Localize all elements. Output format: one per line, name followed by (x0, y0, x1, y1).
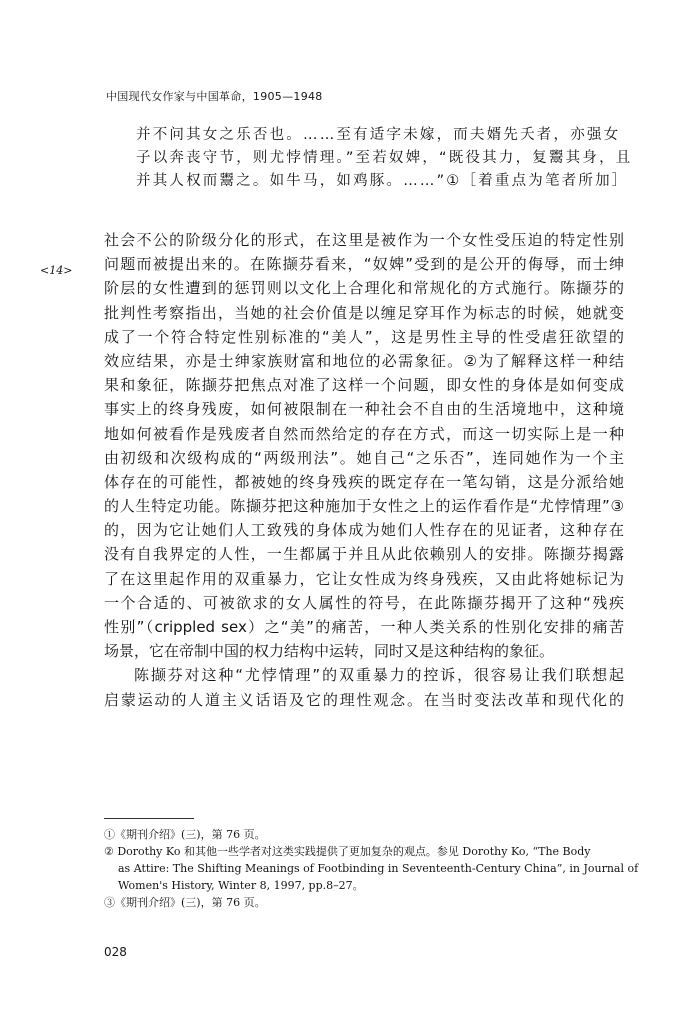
body-line: 阶层的女性遭到的惩罚则以文化上合理化和常规化的方式施行。陈撷芬的 (104, 279, 624, 298)
footnote-rule (104, 818, 194, 819)
body-line: 性别”（crippled sex）之“美”的痛苦，一种人类关系的性别化安排的痛苦 (104, 618, 624, 636)
body-line: 问题而被提出来的。在陈撷芬看来，“奴婢”受到的是公开的侮辱，而士绅 (104, 255, 624, 274)
footnote-1: ①《期刊介绍》(三)，第 76 页。 (104, 828, 266, 841)
body-line: 批判性考察指出，当她的社会价值是以缠足穿耳作为标志的时候，她就变 (104, 303, 624, 322)
body-line: 的人生特定功能。陈撷芬把这种施加于女性之上的运作看作是“尤悖情理”③ (104, 497, 624, 516)
body-line: 体存在的可能性，都被她的终身残疾的既定存在一笔勾销，这是分派给她 (104, 472, 624, 491)
body-line: 成了一个符合特定性别标准的“美人”，这是男性主导的性受虐狂欲望的 (104, 327, 624, 346)
footnote-2-continuation: Women's History, Winter 8, 1997, pp.8–27。 (118, 879, 364, 892)
body-line: 场景，它在帝制中国的权力结构中运转，同时又是这种结构的象征。 (104, 642, 555, 661)
body-line: 陈撷芬对这种“尤悖情理”的双重暴力的控诉，很容易让我们联想起 (134, 666, 624, 685)
footnote-2-continuation: as Attire: The Shifting Meanings of Footbinding in Seventeenth-Century China”, in Journal of (118, 862, 639, 875)
body-line: 效应结果，亦是士绅家族财富和地位的必需象征。②为了解释这样一种结 (104, 351, 624, 370)
body-line: 的，因为它让她们人工致残的身体成为她们人性存在的见证者，这种存在 (104, 521, 624, 540)
footnote-2: ② Dorothy Ko 和其他一些学者对这类实践提供了更加复杂的观点。参见 Dorothy Ko, “The Body (104, 845, 591, 858)
body-line: 没有自我界定的人性，一生都属于并且从此依赖别人的安排。陈撷芬揭露 (104, 545, 624, 564)
body-line: 一个合适的、可被欲求的女人属性的符号，在此陈撷芬揭开了这种“残疾 (104, 593, 624, 612)
footnotes (104, 826, 639, 911)
body-line: 事实上的终身残废，如何被限制在一种社会不自由的生活境地中，这种境 (104, 400, 624, 419)
footnote-3: ③《期刊介绍》(三)，第 76 页。 (104, 896, 266, 909)
body-line: 地如何被看作是残废者自然而然给定的存在方式，而这一切实际上是一种 (104, 424, 624, 443)
running-head: 中国现代女作家与中国革命，1905—1948 (106, 90, 323, 103)
body-line: 由初级和次级构成的“两级刑法”。她自己“之乐否”，连同她作为一个主 (104, 448, 624, 467)
body-line: 了在这里起作用的双重暴力，它让女性成为终身残疾，又由此将她标记为 (104, 569, 624, 588)
body-line: 启蒙运动的人道主义话语及它的理性观念。在当时变法改革和现代化的 (104, 690, 624, 709)
body-line: 果和象征，陈撷芬把焦点对准了这样一个问题，即女性的身体是如何变成 (104, 376, 624, 395)
quote-line: 子以奔丧守节，则尤悖情理。”至若奴婢，“既役其力，复鬻其身，且 (136, 150, 633, 166)
quote-line: 并其人权而鬻之。如牛马，如鸡豚。……”①［着重点为笔者所加］ (136, 173, 629, 189)
margin-page-reference: <14> (40, 264, 73, 277)
body-text (104, 228, 624, 712)
quote-line: 并不问其女之乐否也。……至有适字未嫁，而夫婿先夭者，亦强女 (136, 127, 621, 143)
body-line: 社会不公的阶级分化的形式，在这里是被作为一个女性受压迫的特定性别 (104, 231, 624, 249)
page-number: 028 (104, 945, 127, 959)
block-quote (136, 124, 633, 193)
